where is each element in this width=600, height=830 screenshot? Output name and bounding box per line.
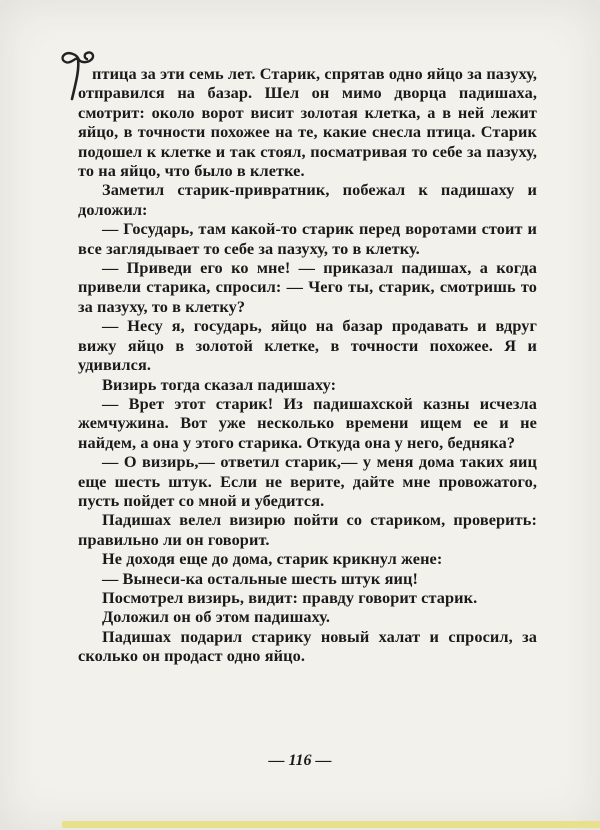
dialogue-paragraph: — Врет этот старик! Из падишахской казны исчезла жемчужина. Вот уже несколько времени ищем ее и не найдем, а она у этого старика. Откуда она у него, бедняка? <box>78 393 537 452</box>
paragraph: птица за эти семь лет. Старик, спрятав одно яйцо за пазуху, отправился на базар. Шел он мимо дворца падишаха, смотрит: около ворот висит золотая клетка, а в ней лежит яйцо, в точности похожее на те, какие снесла птица. Старик подошел к клетке и так стоял, посматривая то себе за пазуху, то на яйцо, что было в клетке. <box>78 64 537 181</box>
scan-artifact-strip <box>62 821 600 828</box>
dialogue-paragraph: — Государь, там какой-то старик перед воротами стоит и все заглядывает то себе за пазуху, то в клетку. <box>78 219 537 258</box>
dialogue-paragraph: — Приведи его ко мне! — приказал падишах, а когда привели старика, спросил: — Чего ты, старик, смотришь то за пазуху, то в клетку? <box>78 258 537 316</box>
page-number: — 116 — <box>268 752 332 769</box>
dialogue-paragraph: — О визирь,— ответил старик,— у меня дома таких яиц еще шесть штук. Если не верите, дайте мне провожатого, пусть пойдет со мной и убедится. <box>78 452 537 510</box>
paragraph: Падишах велел визирю пойти со стариком, проверить: правильно ли он говорит. <box>78 510 537 549</box>
paragraph: Заметил старик-привратник, побежал к падишаху и доложил: <box>78 180 537 219</box>
paragraph: Посмотрел визирь, видит: правду говорит старик. <box>102 587 478 607</box>
paragraph: Визирь тогда сказал падишаху: <box>102 374 337 394</box>
paragraph: Доложил он об этом падишаху. <box>102 607 331 627</box>
dialogue-paragraph: — Вынеси-ка остальные шесть штук яиц! <box>102 568 418 588</box>
paragraph: Падишах подарил старику новый халат и спросил, за сколько он продаст одно яйцо. <box>78 626 537 666</box>
paragraph: Не доходя еще до дома, старик крикнул жене: <box>102 549 443 569</box>
dialogue-paragraph: — Несу я, государь, яйцо на базар продавать и вдруг вижу яйцо в золотой клетке, в точности похожее. Я и удивился. <box>78 316 537 375</box>
page-text-block <box>78 64 537 666</box>
